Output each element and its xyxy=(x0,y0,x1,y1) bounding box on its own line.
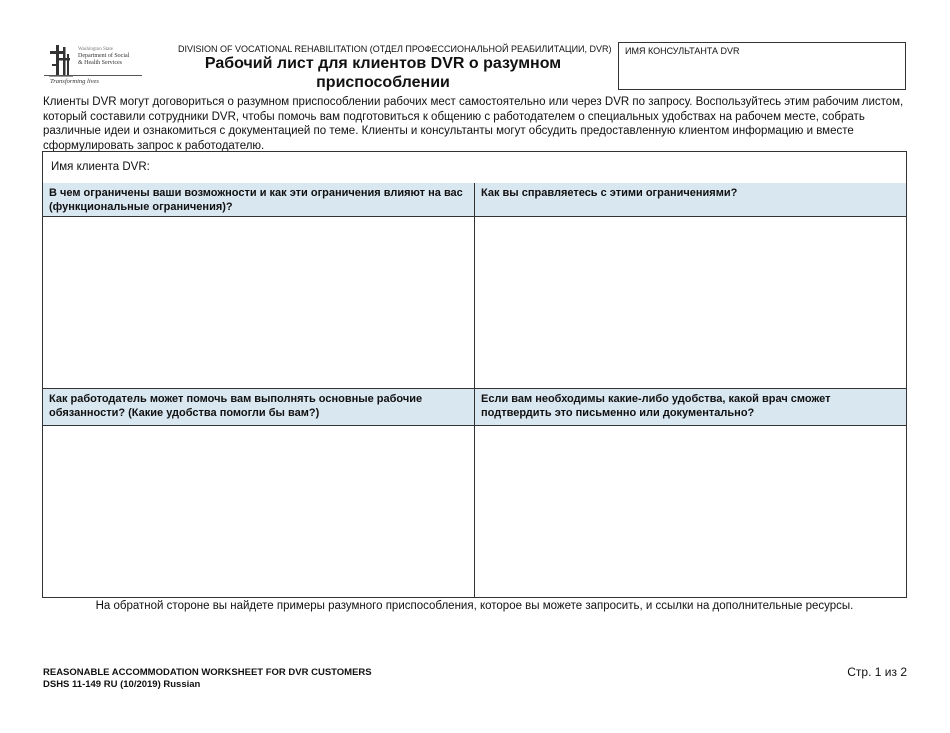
back-side-note: На обратной стороне вы найдете примеры разумного приспособления, которое вы можете запросить, и ссылки на дополнительные ресурсы. xyxy=(95,600,854,612)
answer-employer-help-field[interactable] xyxy=(43,426,475,597)
client-name-label: Имя клиента DVR: xyxy=(51,161,150,173)
question-limitations: В чем ограничены ваши возможности и как эти ограничения влияют на вас (функциональные ограничения)? xyxy=(43,183,475,217)
answer-coping-field[interactable] xyxy=(475,217,906,388)
form-title: REASONABLE ACCOMMODATION WORKSHEET FOR DVR CUSTOMERS xyxy=(43,667,372,678)
logo-divider xyxy=(44,75,142,76)
answer-doctor-field[interactable] xyxy=(475,426,906,597)
form-footer xyxy=(43,667,372,691)
logo-org-name: Washington State Department of Social & Health Services xyxy=(78,47,130,66)
page-number: Стр. 1 из 2 xyxy=(847,665,907,679)
question-employer-help: Как работодатель может помочь вам выполнять основные рабочие обязанности? (Какие удобства помогли бы вам?) xyxy=(43,388,475,426)
worksheet-table xyxy=(42,151,907,598)
consultant-name-field[interactable] xyxy=(618,42,906,90)
page-title: Рабочий лист для клиентов DVR о разумном приспособлении xyxy=(204,55,562,91)
intro-paragraph: Клиенты DVR могут договориться о разумном приспособлении рабочих мест самостоятельно или через DVR по запросу. Воспользуйтесь этим рабочим листом, который составили сотрудники DVR, чтобы помочь вам подготовиться к общению с работодателем о специальных удобствах на рабочем месте, собрать различные идеи и ознакомиться с документацией по теме. Клиенты и консультанты могут обсудить предоставленную клиентом информацию и вместе сформулировать запрос к работодателю. xyxy=(43,96,904,152)
question-coping: Как вы справляетесь с этими ограничениями? xyxy=(475,183,906,217)
client-name-field[interactable] xyxy=(43,152,906,184)
division-name: DIVISION OF VOCATIONAL REHABILITATION (ОТДЕЛ ПРОФЕССИОНАЛЬНОЙ РЕАБИЛИТАЦИИ, DVR) xyxy=(178,44,612,54)
answer-limitations-field[interactable] xyxy=(43,217,475,388)
form-number: DSHS 11-149 RU (10/2019) Russian xyxy=(43,679,201,690)
question-doctor: Если вам необходимы какие-либо удобства, какой врач сможет подтвердить это письменно или документально? xyxy=(475,388,906,426)
consultant-name-label: ИМЯ КОНСУЛЬТАНТА DVR xyxy=(625,46,740,56)
logo-tagline: Transforming lives xyxy=(50,78,99,85)
